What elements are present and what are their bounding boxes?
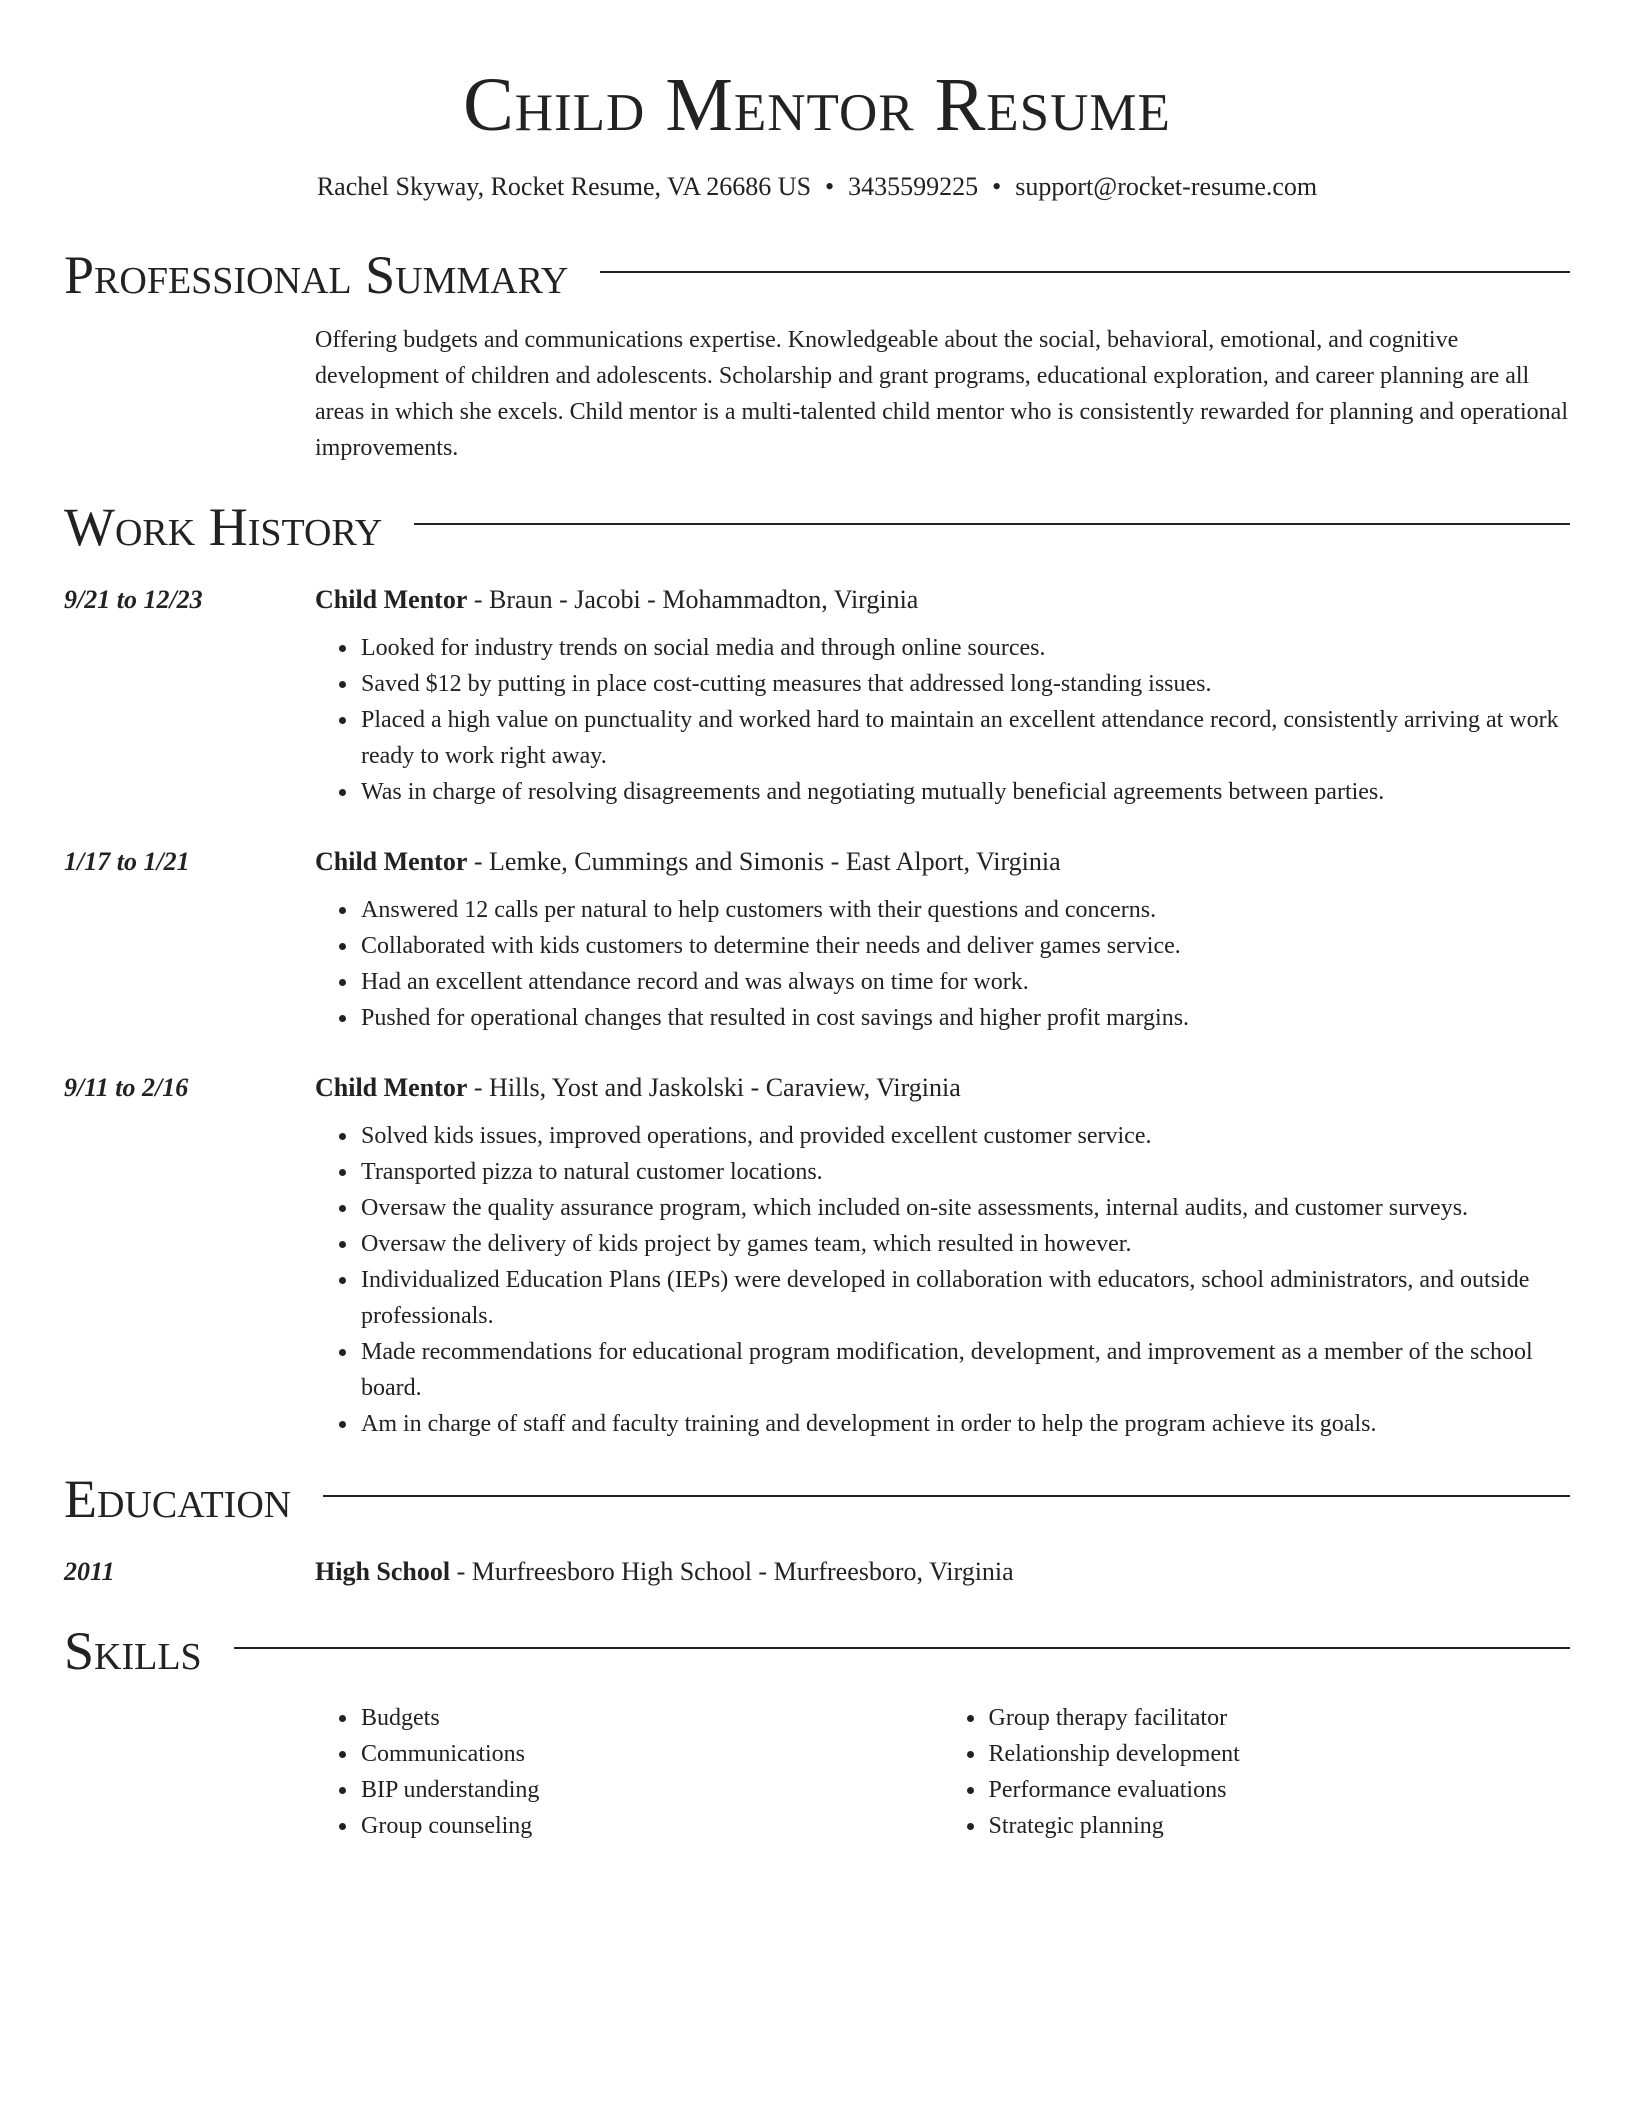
skills-list-right [943, 1700, 1571, 1844]
section-divider [323, 1495, 1570, 1497]
contact-separator: • [825, 172, 835, 201]
education-degree: High School [315, 1557, 451, 1586]
job-entry [64, 582, 1570, 810]
section-divider [234, 1647, 1570, 1649]
skill-item: • Group therapy facilitator [987, 1700, 1571, 1736]
job-bullet: • Had an excellent attendance record and was always on time for work. [359, 964, 1570, 1000]
skill-item: • Performance evaluations [987, 1772, 1571, 1808]
job-employer-location: - Lemke, Cummings and Simonis - East Alport, Virginia [467, 847, 1061, 876]
section-divider [414, 523, 1570, 525]
job-bullet: • Pushed for operational changes that resulted in cost savings and higher profit margins. [359, 1000, 1570, 1036]
job-bullets [315, 1118, 1570, 1442]
job-head [315, 582, 1570, 618]
work-history-list [64, 582, 1570, 1442]
job-dates: 1/17 to 1/21 [64, 847, 190, 876]
summary-heading: Professional Summary [64, 245, 569, 305]
job-dates: 9/21 to 12/23 [64, 585, 203, 614]
education-year: 2011 [64, 1557, 115, 1586]
job-title: Child Mentor [315, 847, 468, 876]
education-entry [64, 1554, 1570, 1590]
skills-grid [315, 1700, 1570, 1844]
skill-item: • BIP understanding [359, 1772, 943, 1808]
job-bullets [315, 892, 1570, 1036]
skill-item: • Strategic planning [987, 1808, 1571, 1844]
job-bullet: • Oversaw the quality assurance program, which included on-site assessments, internal audits, and customer surveys. [359, 1190, 1570, 1226]
skills-heading: Skills [64, 1621, 202, 1681]
job-bullet: • Solved kids issues, improved operations, and provided excellent customer service. [359, 1118, 1570, 1154]
summary-text: Offering budgets and communications expertise. Knowledgeable about the social, behavioral, emotional, and cognitive development of children and adolescents. Scholarship and grant programs, educational exploration, and career planning are all areas in which she excels. Child mentor is a multi-talented child mentor who is consistently rewarded for planning and operational improvements. [315, 327, 1568, 461]
education-heading: Education [64, 1469, 292, 1529]
job-dates: 9/11 to 2/16 [64, 1073, 189, 1102]
education-section-heading [64, 1468, 1570, 1530]
contact-phone: 3435599225 [848, 172, 979, 201]
job-title: Child Mentor [315, 1073, 468, 1102]
job-bullet: • Looked for industry trends on social media and through online sources. [359, 630, 1570, 666]
resume-page [64, 0, 1570, 1844]
summary-section-heading [64, 244, 1570, 306]
job-bullet: • Individualized Education Plans (IEPs) were developed in collaboration with educators, school administrators, and outside professionals. [359, 1262, 1570, 1334]
job-bullet: • Oversaw the delivery of kids project by games team, which resulted in however. [359, 1226, 1570, 1262]
job-bullet: • Collaborated with kids customers to determine their needs and deliver games service. [359, 928, 1570, 964]
job-employer-location: - Hills, Yost and Jaskolski - Caraview, Virginia [467, 1073, 961, 1102]
job-bullets [315, 630, 1570, 810]
skill-item: • Group counseling [359, 1808, 943, 1844]
job-bullet: • Answered 12 calls per natural to help customers with their questions and concerns. [359, 892, 1570, 928]
contact-line [64, 170, 1570, 204]
job-bullet: • Am in charge of staff and faculty training and development in order to help the program achieve its goals. [359, 1406, 1570, 1442]
resume-title: Child Mentor Resume [463, 63, 1171, 147]
job-bullet: • Saved $12 by putting in place cost-cutting measures that addressed long-standing issues. [359, 666, 1570, 702]
job-employer-location: - Braun - Jacobi - Mohammadton, Virginia [467, 585, 919, 614]
job-head [315, 844, 1570, 880]
education-details: - Murfreesboro High School - Murfreesboro, Virginia [450, 1557, 1014, 1586]
job-bullet: • Was in charge of resolving disagreements and negotiating mutually beneficial agreements between parties. [359, 774, 1570, 810]
job-bullet: • Transported pizza to natural customer locations. [359, 1154, 1570, 1190]
job-title: Child Mentor [315, 585, 468, 614]
skill-item: • Relationship development [987, 1736, 1571, 1772]
job-entry [64, 844, 1570, 1036]
contact-email: support@rocket-resume.com [1015, 172, 1318, 201]
contact-separator: • [992, 172, 1002, 201]
contact-address: Rachel Skyway, Rocket Resume, VA 26686 US [316, 172, 812, 201]
job-head [315, 1070, 1570, 1106]
work-heading: Work History [64, 497, 383, 557]
education-head [315, 1554, 1570, 1590]
skills-list-left [315, 1700, 943, 1844]
skill-item: • Budgets [359, 1700, 943, 1736]
job-bullet: • Made recommendations for educational program modification, development, and improvement as a member of the school board. [359, 1334, 1570, 1406]
skill-item: • Communications [359, 1736, 943, 1772]
job-bullet: • Placed a high value on punctuality and worked hard to maintain an excellent attendance record, consistently arriving at work ready to work right away. [359, 702, 1570, 774]
section-divider [600, 271, 1570, 273]
work-section-heading [64, 496, 1570, 558]
skills-section-heading [64, 1620, 1570, 1682]
job-entry [64, 1070, 1570, 1442]
